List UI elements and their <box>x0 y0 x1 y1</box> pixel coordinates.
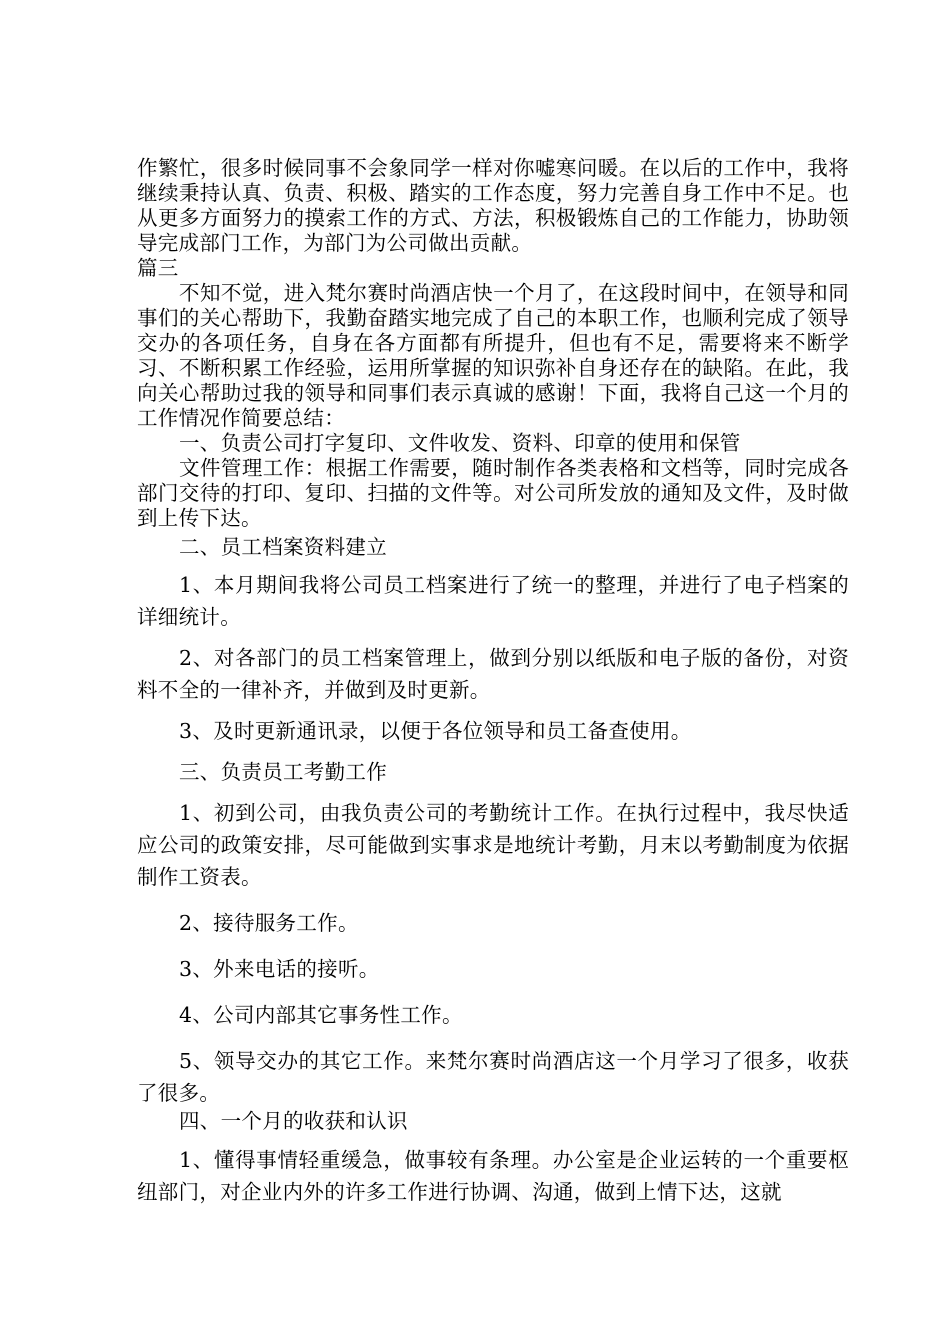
paragraph-continuation: 作繁忙，很多时候同事不会象同学一样对你嘘寒问暖。在以后的工作中，我将继续秉持认真、负责、积极、踏实的工作态度，努力完善自身工作中不足。也从更多方面努力的摸索工作的方式、方法，积极锻炼自己的工作能力，协助领导完成部门工作，为部门为公司做出贡献。 <box>137 156 849 255</box>
paragraph-intro: 不知不觉，进入梵尔赛时尚酒店快一个月了，在这段时间中，在领导和同事们的关心帮助下，我勤奋踏实地完成了自己的本职工作，也顺利完成了领导交办的各项任务，自身在各方面都有所提升，但也有不足，需要将来不断学习、不断积累工作经验，运用所掌握的知识弥补自身还存在的缺陷。在此，我向关心帮助过我的领导和同事们表示真诚的感谢！下面，我将自己这一个月的工作情况作简要总结： <box>137 281 849 430</box>
list-item-attendance-5: 5、领导交办的其它工作。来梵尔赛时尚酒店这一个月学习了很多，收获了很多。 <box>137 1049 849 1105</box>
list-item-gains-1: 1、懂得事情轻重缓急，做事较有条理。办公室是企业运转的一个重要枢纽部门，对企业内外的许多工作进行协调、沟通，做到上情下达，这就 <box>137 1148 849 1204</box>
list-item-attendance-4: 4、公司内部其它事务性工作。 <box>179 1003 463 1027</box>
heading-section-four: 四、一个月的收获和认识 <box>179 1109 408 1133</box>
list-item-attendance-3: 3、外来电话的接听。 <box>179 957 380 981</box>
paragraph-file-management: 文件管理工作：根据工作需要，随时制作各类表格和文档等，同时完成各部门交待的打印、复印、扫描的文件等。对公司所发放的通知及文件，及时做到上传下达。 <box>137 456 849 530</box>
section-title-part-three: 篇三 <box>137 256 179 280</box>
heading-section-three: 三、负责员工考勤工作 <box>179 760 387 784</box>
list-item-attendance-1: 1、初到公司，由我负责公司的考勤统计工作。在执行过程中，我尽快适应公司的政策安排，尽可能做到实事求是地统计考勤，月末以考勤制度为依据制作工资表。 <box>137 801 849 889</box>
list-item-archive-2: 2、对各部门的员工档案管理上，做到分别以纸版和电子版的备份，对资料不全的一律补齐，并做到及时更新。 <box>137 646 849 702</box>
heading-section-one: 一、负责公司打字复印、文件收发、资料、印章的使用和保管 <box>179 431 741 455</box>
document-body <box>137 156 849 1208</box>
list-item-archive-1: 1、本月期间我将公司员工档案进行了统一的整理，并进行了电子档案的详细统计。 <box>137 573 849 629</box>
list-item-attendance-2: 2、接待服务工作。 <box>179 911 359 935</box>
heading-section-two: 二、员工档案资料建立 <box>179 535 387 559</box>
list-item-archive-3: 3、及时更新通讯录，以便于各位领导和员工备查使用。 <box>179 719 692 743</box>
